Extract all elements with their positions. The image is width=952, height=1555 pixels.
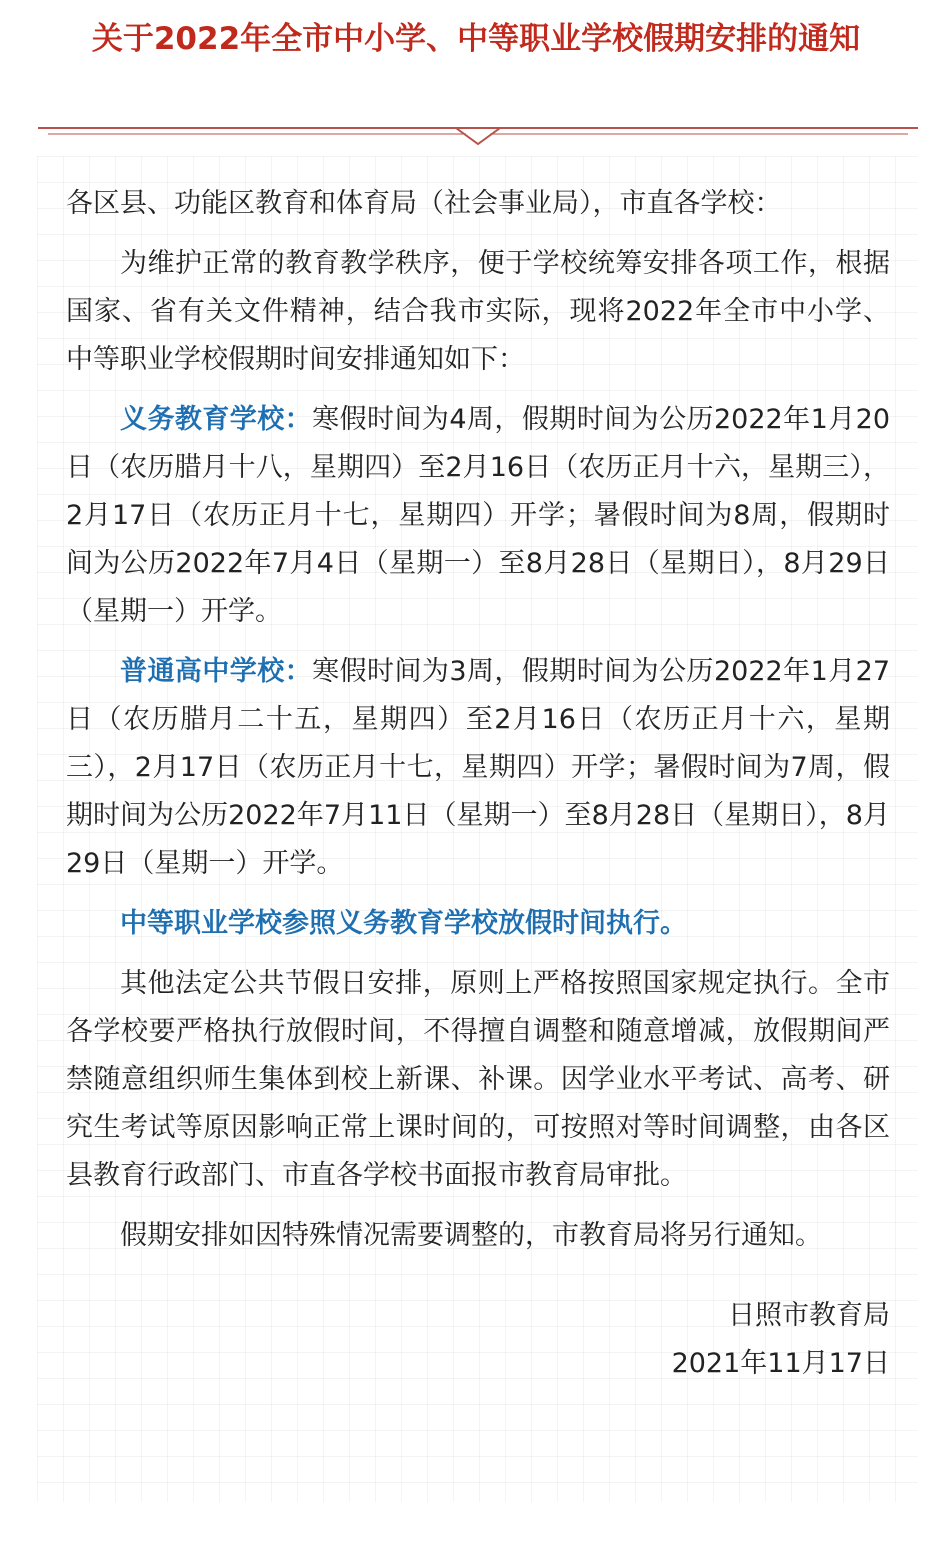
- high-school-heading: 普通高中学校：: [120, 656, 313, 687]
- adjustment-paragraph: 假期安排如因特殊情况需要调整的，市教育局将另行通知。: [120, 1220, 822, 1251]
- compulsory-paragraph: [66, 396, 890, 636]
- vocational-paragraph: 中等职业学校参照义务教育学校放假时间执行。: [120, 908, 687, 939]
- signature-org: 日照市教育局: [728, 1300, 890, 1331]
- intro-paragraph: 为维护正常的教育教学秩序，便于学校统筹安排各项工作，根据国家、省有关文件精神，结合我市实际，现将2022年全市中小学、中等职业学校假期时间安排通知如下：: [66, 248, 890, 375]
- compulsory-heading: 义务教育学校：: [120, 404, 313, 435]
- title-divider: [38, 118, 918, 148]
- notice-title: 关于2022年全市中小学、中等职业学校假期安排的通知: [91, 21, 861, 57]
- other-holidays-paragraph: 其他法定公共节假日安排，原则上严格按照国家规定执行。全市各学校要严格执行放假时间，不得擅自调整和随意增减，放假期间严禁随意组织师生集体到校上新课、补课。因学业水平考试、高考、研究生考试等原因影响正常上课时间的，可按照对等时间调整，由各区县教育行政部门、市直各学校书面报市教育局审批。: [66, 968, 890, 1191]
- high-school-paragraph: [66, 648, 890, 888]
- salutation: 各区县、功能区教育和体育局（社会事业局），市直各学校：: [66, 188, 782, 219]
- signature-date: 2021年11月17日: [671, 1348, 890, 1379]
- high-school-text: 寒假时间为3周，假期时间为公历2022年1月27日（农历腊月二十五，星期四）至2月16日（农历正月十六，星期三），2月17日（农历正月十七，星期四）开学；暑假时间为7周，假期时间为公历2022年7月11日（星期一）至8月28日（星期日），8月29日（星期一）开学。: [66, 656, 890, 879]
- compulsory-text: 寒假时间为4周，假期时间为公历2022年1月20日（农历腊月十八，星期四）至2月16日（农历正月十六，星期三），2月17日（农历正月十七，星期四）开学；暑假时间为8周，假期时间为公历2022年7月4日（星期一）至8月28日（星期日），8月29日（星期一）开学。: [66, 404, 890, 627]
- notice-body: [66, 180, 890, 1388]
